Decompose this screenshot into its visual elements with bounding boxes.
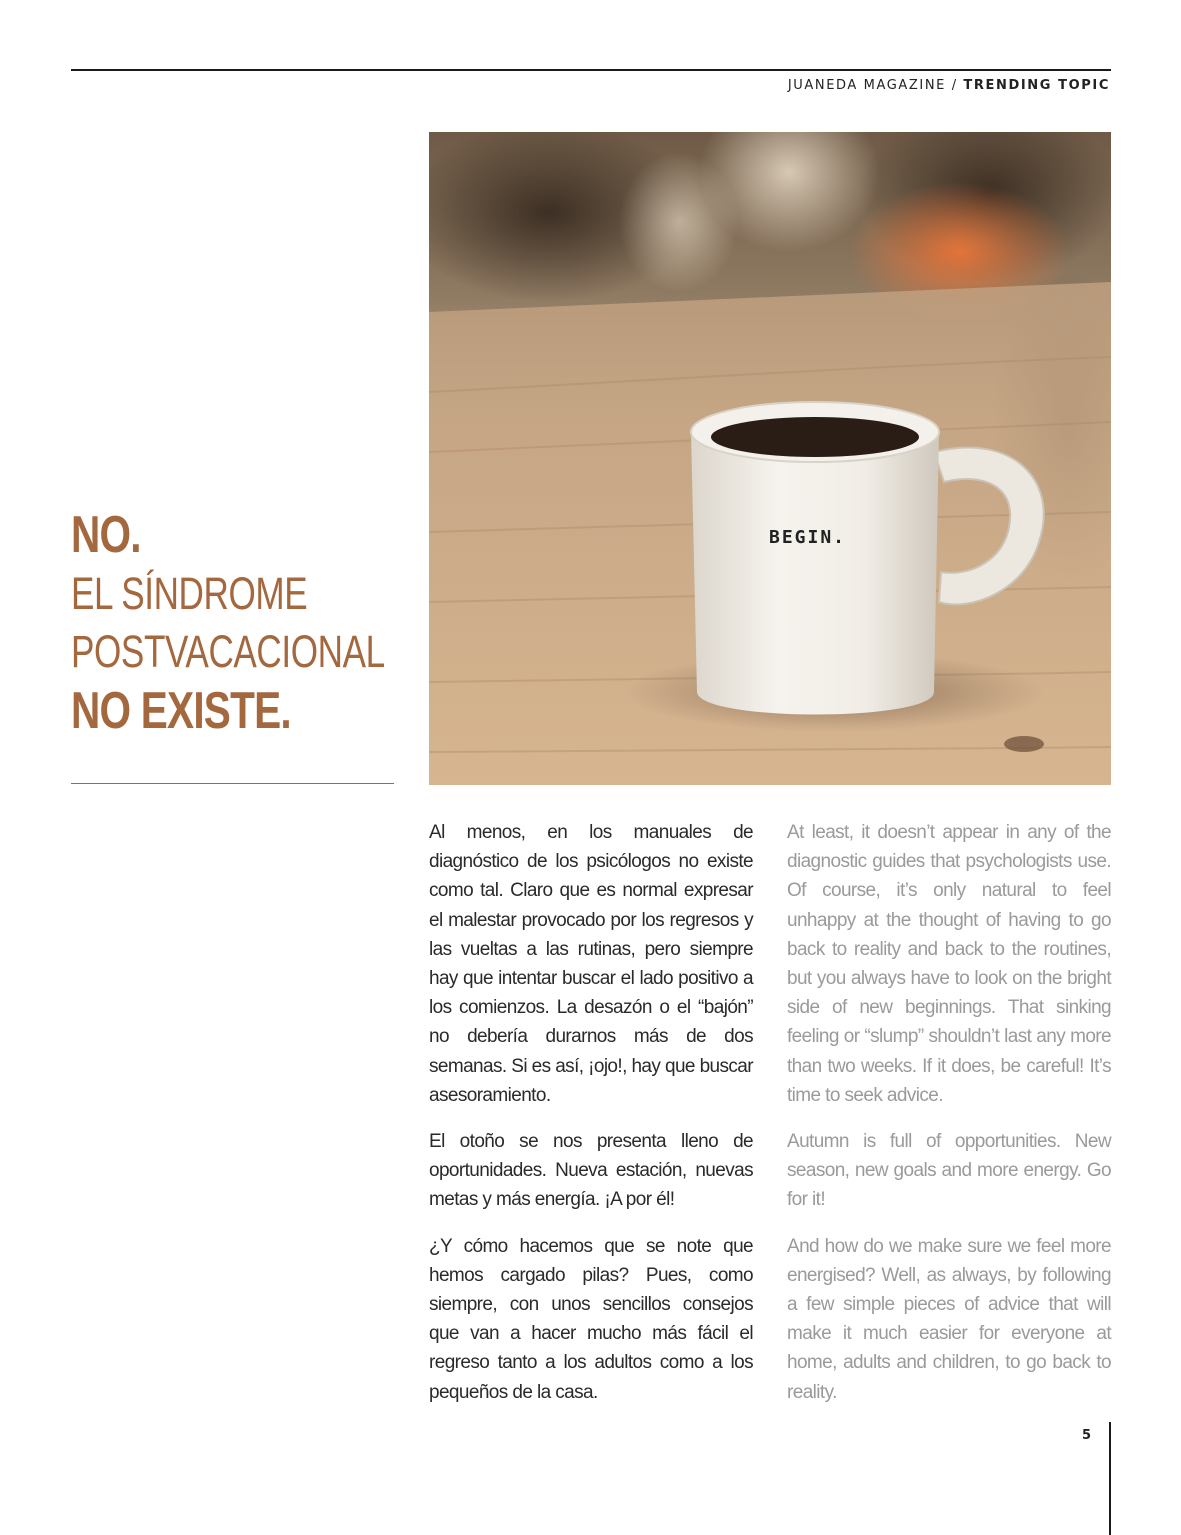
english-paragraph-3: And how do we make sure we feel more energised? Well, as always, by following a few simple pieces of advice that will make it much easier for everyone at home, adults and children, to go back to reality. [787,1235,1111,1403]
spanish-paragraph-2: El otoño se nos presenta lleno de oportunidades. Nueva estación, nuevas metas y más energía. ¡A por él! [429,1131,753,1211]
article-headline [71,505,411,741]
mug-text: BEGIN. [769,527,847,548]
spanish-column [429,818,753,1424]
spanish-paragraph-3: ¿Y cómo hacemos que se note que hemos cargado pilas? Pues, como siempre, con unos sencillos consejos que van a hacer mucho más fácil el regreso tanto a los adultos como a los pequeños de la casa. [429,1235,753,1403]
header-rule [71,69,1111,71]
headline-line-2: EL SÍNDROME [71,568,308,619]
english-paragraph-1: At least, it doesn’t appear in any of the diagnostic guides that psychologists use. Of course, it’s only natural to feel unhappy at the thought of having to go back to reality and back to the routines, but you always have to look on the bright side of new beginnings. That sinking feeling or “slump” shouldn’t last any more than two weeks. If it does, be careful! It’s time to seek advice. [787,822,1111,1106]
headline-line-4: NO EXISTE. [71,682,291,740]
english-column [787,818,1111,1424]
headline-rule [71,783,394,784]
spanish-paragraph-1: Al menos, en los manuales de diagnóstico de los psicólogos no existe como tal. Claro que es normal expresar el malestar provocado por los regresos y las vueltas a las rutinas, pero siempre hay que intentar buscar el lado positivo a los comienzos. La desazón o el “bajón” no debería durarnos más de dos semanas. Si es así, ¡ojo!, hay que buscar asesoramiento. [429,822,753,1106]
page-number: 5 [1082,1428,1092,1443]
headline-line-1: NO. [71,506,141,564]
coffee-mug-photo [429,132,1111,785]
running-head [788,78,1110,93]
magazine-name: JUANEDA MAGAZINE [787,78,946,93]
english-paragraph-2: Autumn is full of opportunities. New season, new goals and more energy. Go for it! [787,1131,1111,1211]
section-name: TRENDING TOPIC [963,78,1110,93]
page-number-rule [1109,1422,1111,1535]
header-separator: / [945,78,964,93]
headline-line-3: POSTVACACIONAL [71,626,385,677]
